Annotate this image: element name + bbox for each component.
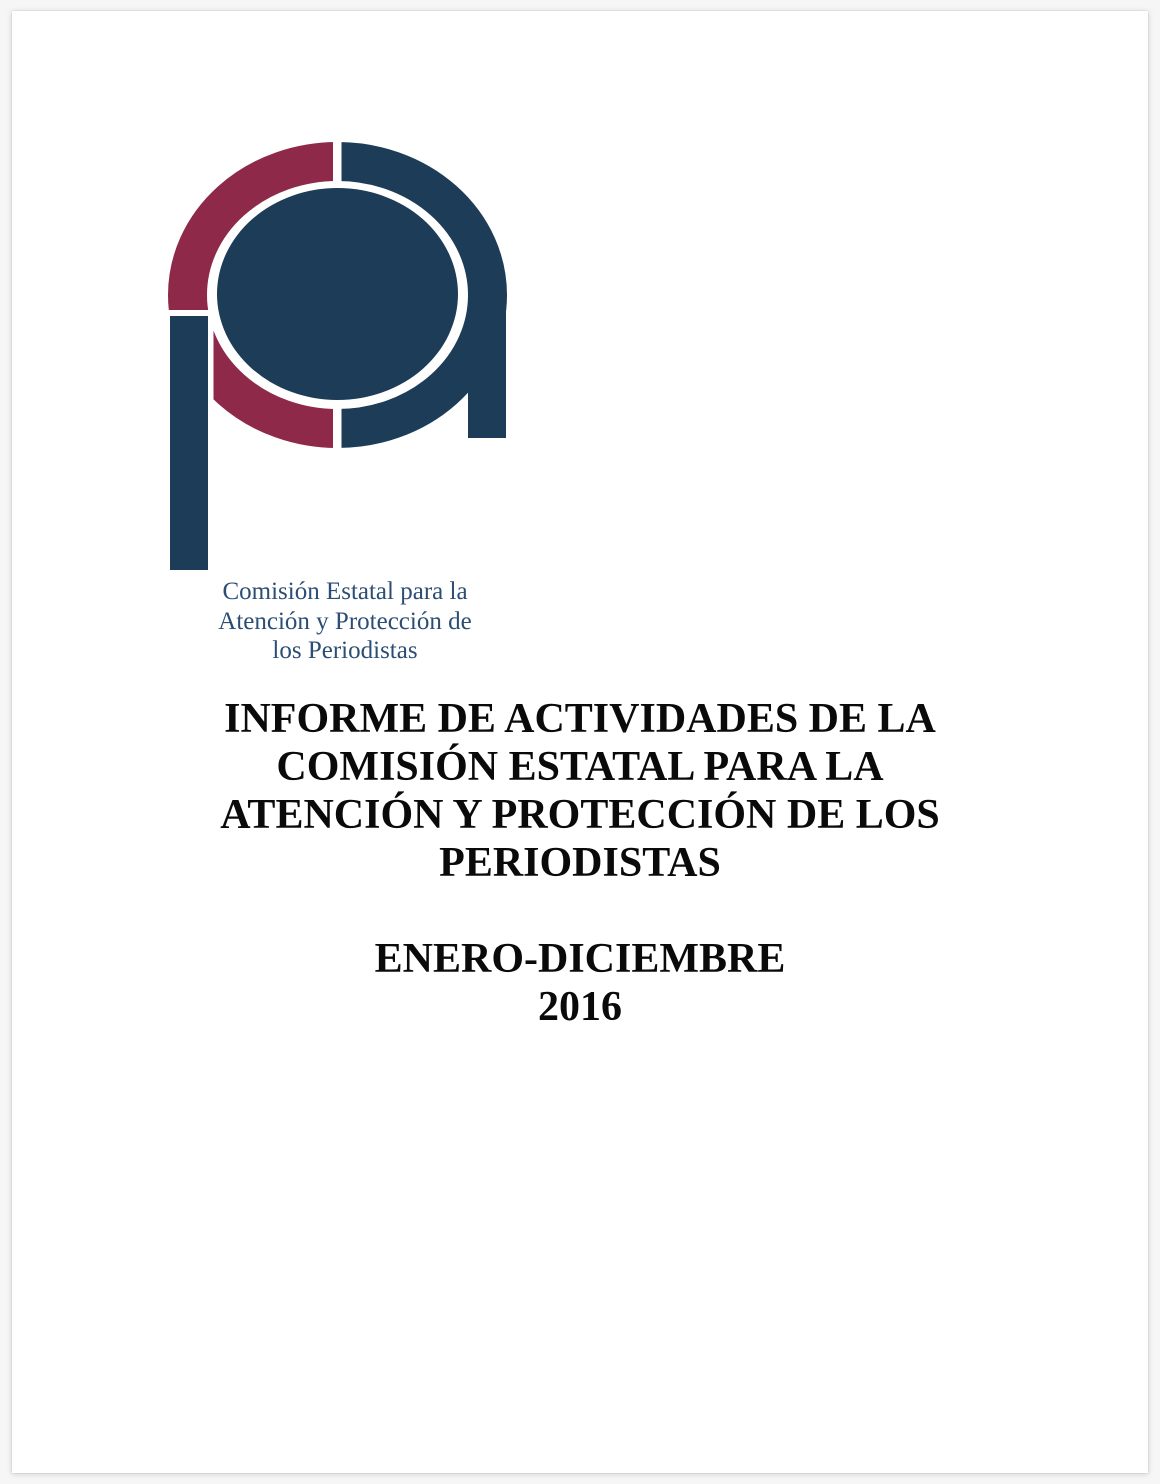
report-title-line-2: COMISIÓN ESTATAL PARA LA (276, 744, 884, 790)
report-period: ENERO-DICIEMBRE (374, 936, 786, 982)
ceapp-logo (155, 130, 535, 664)
report-title-block (12, 695, 1148, 1031)
report-year: 2016 (538, 984, 622, 1030)
title-subtitle-spacer (12, 887, 1148, 935)
report-title-line-1: INFORME DE ACTIVIDADES DE LA (224, 696, 936, 742)
logo-caption (164, 577, 526, 666)
logo-caption-line-2: Atención y Protección de (218, 607, 472, 635)
ceapp-logo-icon (155, 130, 535, 610)
logo-caption-line-3: los Periodistas (272, 637, 418, 664)
logo-caption-line-1: Comisión Estatal para la (222, 578, 468, 605)
report-title-line-3: ATENCIÓN Y PROTECCIÓN DE LOS (220, 792, 940, 838)
cover-page (12, 11, 1148, 1473)
report-title-line-4: PERIODISTAS (439, 840, 721, 886)
